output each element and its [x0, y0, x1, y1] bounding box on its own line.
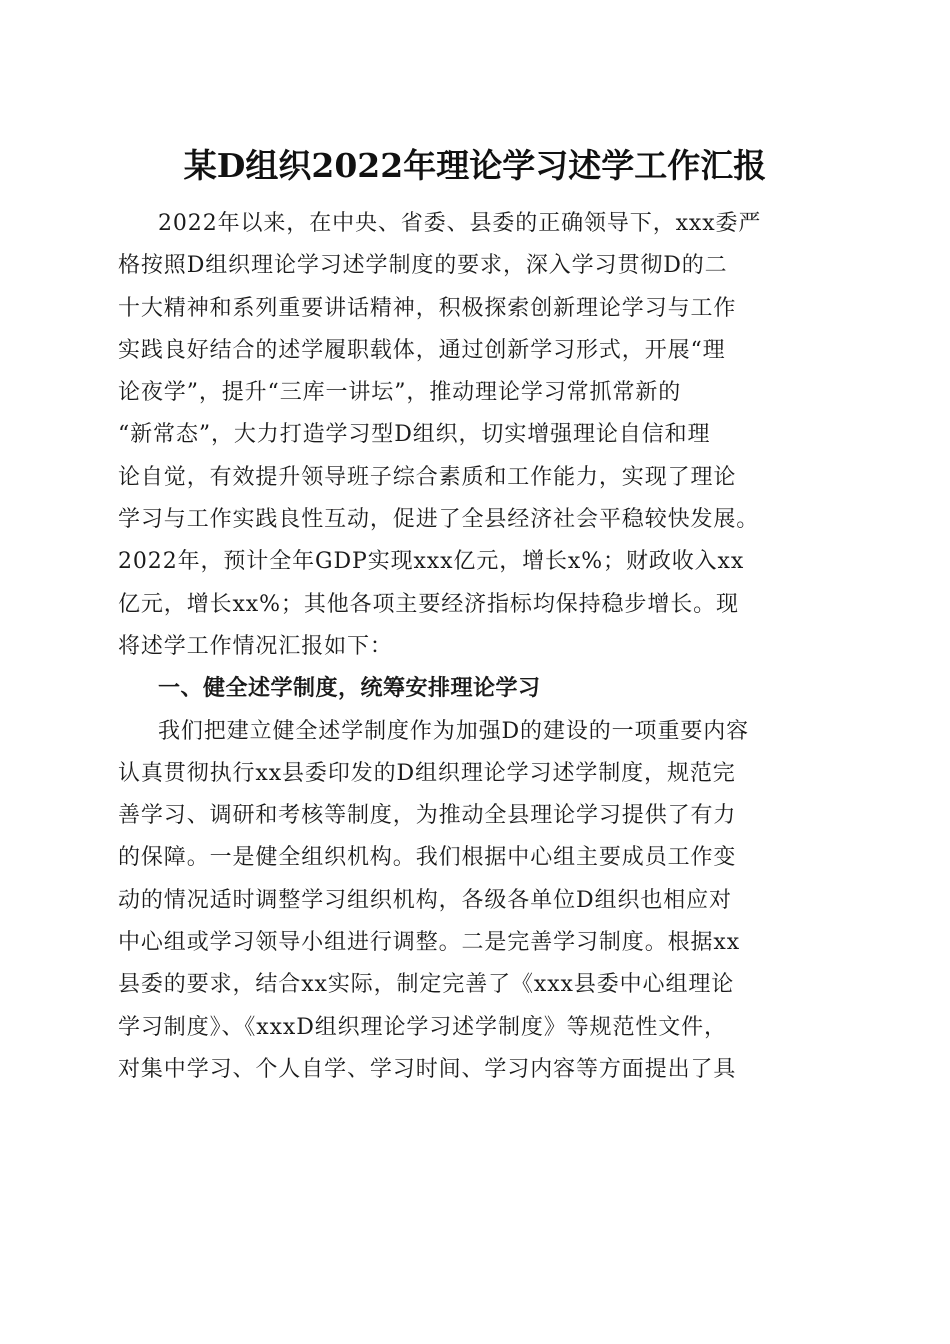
- paragraph-line: 格按照D组织理论学习述学制度的要求，深入学习贯彻D的二: [118, 253, 728, 279]
- paragraph-line: 论夜学”，提升“三库一讲坛”，推动理论学习常抓常新的: [118, 380, 682, 406]
- document-body: [118, 203, 834, 1091]
- paragraph-line: 县委的要求，结合xx实际，制定完善了《xxx县委中心组理论: [118, 972, 735, 998]
- paragraph-line: 亿元，增长xx%；其他各项主要经济指标均保持稳步增长。现: [118, 591, 739, 617]
- paragraph-line: 我们把建立健全述学制度作为加强D的建设的一项重要内容: [158, 718, 750, 744]
- paragraph-line: 2022年，预计全年GDP实现xxx亿元，增长x%；财政收入xx: [118, 549, 745, 575]
- paragraph-line: 将述学工作情况汇报如下：: [118, 633, 393, 659]
- paragraph-line: 中心组或学习领导小组进行调整。二是完善学习制度。根据xx: [118, 930, 741, 956]
- paragraph-line: 善学习、调研和考核等制度，为推动全县理论学习提供了有力: [118, 803, 737, 829]
- paragraph-line: “新常态”，大力打造学习型D组织，切实增强理论自信和理: [118, 422, 711, 448]
- paragraph-line: 动的情况适时调整学习组织机构，各级各单位D组织也相应对: [118, 887, 732, 913]
- paragraph-line: 学习制度》、《xxxD组织理论学习述学制度》等规范性文件，: [118, 1014, 727, 1040]
- paragraph-line: 十大精神和系列重要讲话精神，积极探索创新理论学习与工作: [118, 295, 737, 321]
- document-title: 某D组织2022年理论学习述学工作汇报: [183, 146, 767, 185]
- paragraph-line: 论自觉，有效提升领导班子综合素质和工作能力，实现了理论: [118, 464, 737, 490]
- paragraph-line: 对集中学习、个人自学、学习时间、学习内容等方面提出了具: [118, 1056, 737, 1082]
- paragraph-line: 2022年以来，在中央、省委、县委的正确领导下，xxx委严: [158, 211, 762, 236]
- section-heading: 一、健全述学制度，统筹安排理论学习: [158, 676, 541, 702]
- paragraph-line: 学习与工作实践良性互动，促进了全县经济社会平稳较快发展。: [118, 507, 760, 533]
- paragraph-line: 认真贯彻执行xx县委印发的D组织理论学习述学制度，规范完: [118, 760, 736, 786]
- paragraph-line: 实践良好结合的述学履职载体，通过创新学习形式，开展“理: [118, 337, 726, 363]
- paragraph-line: 的保障。一是健全组织机构。我们根据中心组主要成员工作变: [118, 845, 737, 871]
